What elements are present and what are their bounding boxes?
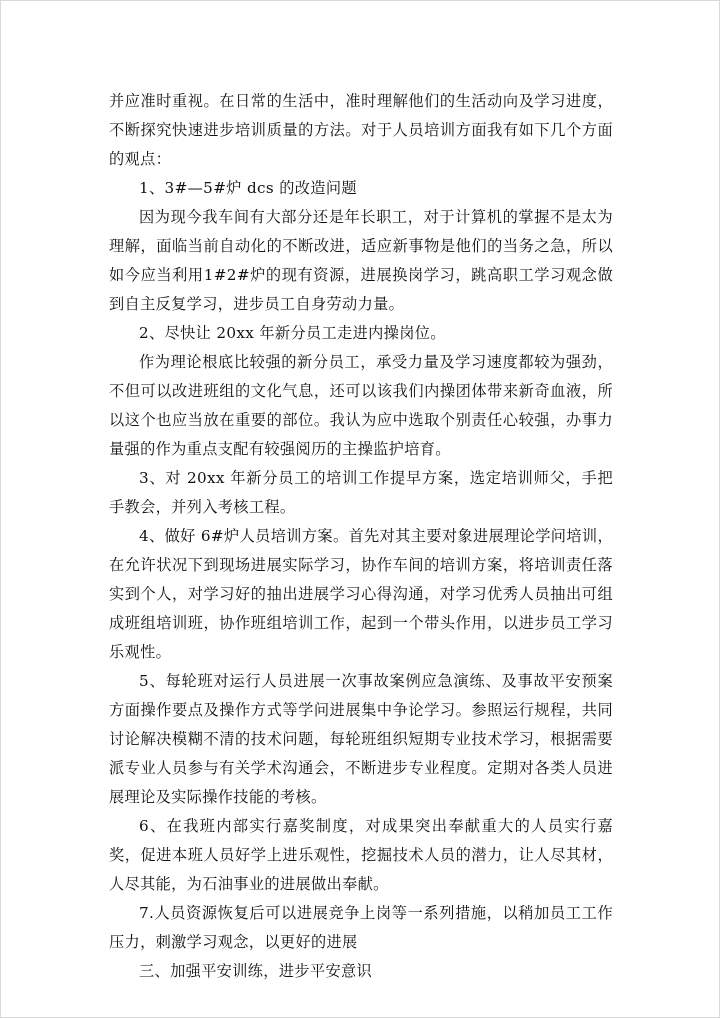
item-2-heading: 2、尽快让 20xx 年新分员工走进内操岗位。 [139, 324, 446, 342]
item-3-paragraph: 3、对 20xx 年新分员工的培训工作提早方案，选定培训师父，手把手教会，并列入考核工程。 [109, 469, 613, 516]
item-1-body: 因为现今我车间有大部分还是年长职工，对于计算机的掌握不是太为理解，面临当前自动化的不断改进，适应新事物是他们的当务之急，所以如今应当利用1#2#炉的现有资源，进展换岗学习，跳高职工学习观念做到自主反复学习，进步员工自身劳动力量。 [109, 208, 613, 313]
item-7-paragraph: 7.人员资源恢复后可以进展竞争上岗等一系列措施，以稍加员工工作压力，刺激学习观念，以更好的进展 [109, 904, 613, 951]
item-6-paragraph: 6、在我班内部实行嘉奖制度，对成果突出奉献重大的人员实行嘉奖，促进本班人员好学上进乐观性，挖掘技术人员的潜力，让人尽其材，人尽其能，为石油事业的进展做出奉献。 [109, 817, 613, 893]
section-3-heading: 三、加强平安训练，进步平安意识 [139, 962, 373, 980]
item-2-body: 作为理论根底比较强的新分员工，承受力量及学习速度都较为强劲，不但可以改进班组的文化气息，还可以该我们内操团体带来新奇血液，所以这个也应当放在重要的部位。我认为应中选取个别责任心较强，办事力量强的作为重点支配有较强阅历的主操监护培育。 [109, 353, 613, 458]
item-4-paragraph: 4、做好 6#炉人员培训方案。首先对其主要对象进展理论学问培训，在允许状况下到现场进展实际学习，协作车间的培训方案，将培训责任落实到个人，对学习好的抽出进展学习心得沟通，对学习优秀人员抽出可组成班组培训班，协作班组培训工作，起到一个带头作用，以进步员工学习乐观性。 [109, 527, 613, 661]
document-body [109, 87, 613, 986]
item-1-heading: 1、3#—5#炉 dcs 的改造问题 [139, 179, 357, 197]
paragraph-intro-continued: 并应准时重视。在日常的生活中，准时理解他们的生活动向及学习进度，不断探究快速进步培训质量的方法。对于人员培训方面我有如下几个方面的观点： [109, 92, 613, 168]
item-5-paragraph: 5、每轮班对运行人员进展一次事故案例应急演练、及事故平安预案方面操作要点及操作方式等学问进展集中争论学习。参照运行规程，共同讨论解决模糊不清的技术问题，每轮班组织短期专业技术学习，根据需要派专业人员参与有关学术沟通会，不断进步专业程度。定期对各类人员进展理论及实际操作技能的考核。 [109, 672, 613, 806]
